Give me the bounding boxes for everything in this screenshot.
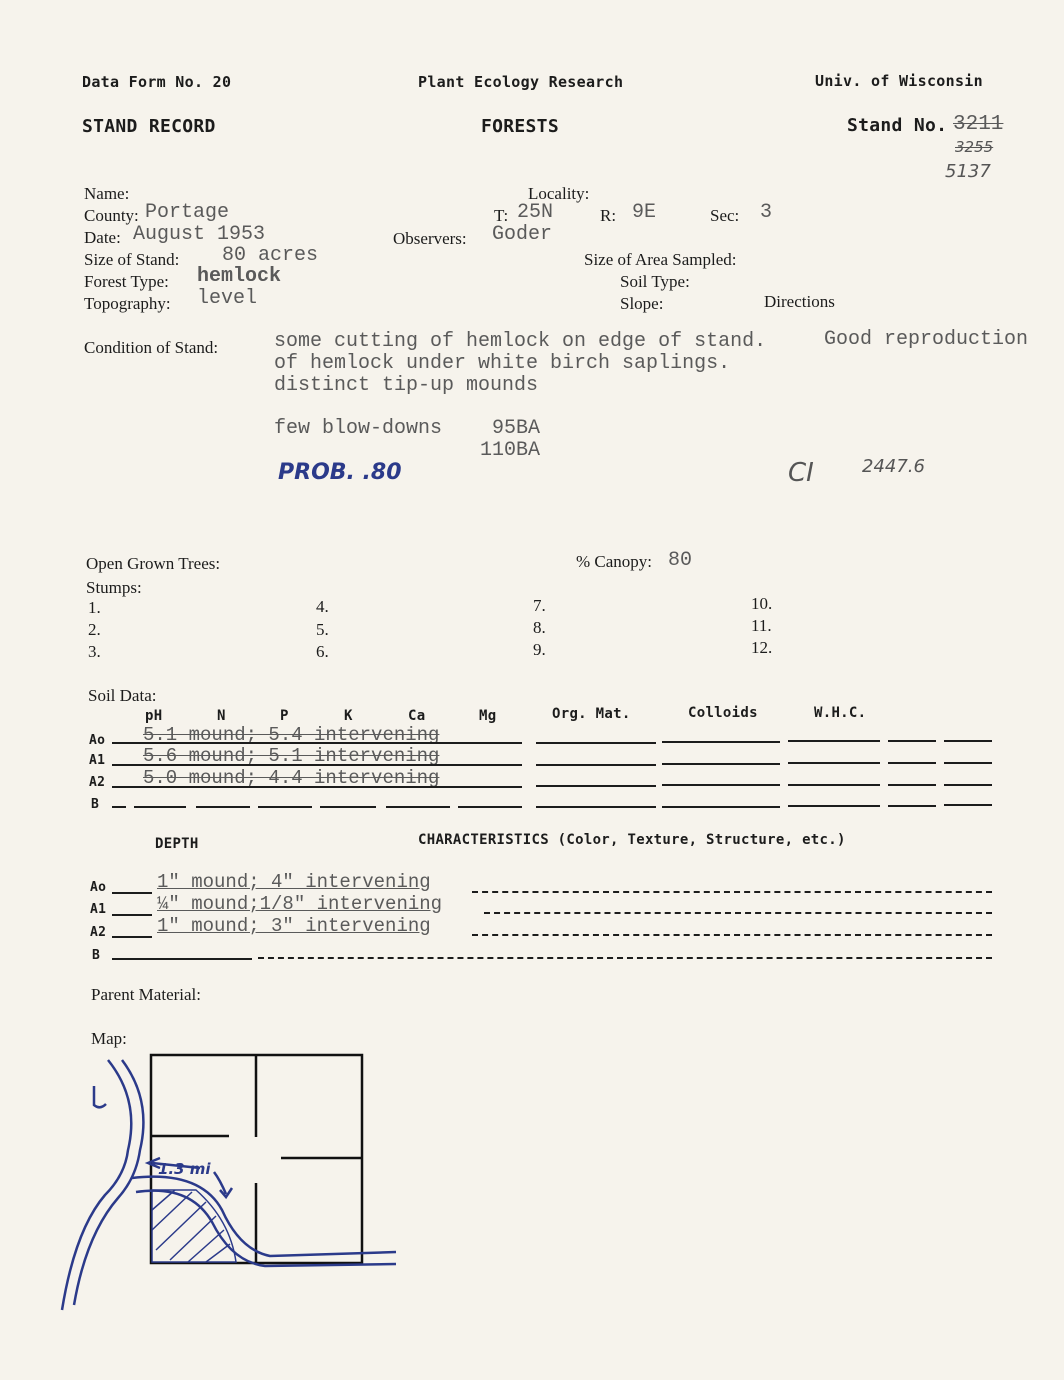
t-value: 25N [517, 201, 554, 224]
basal-area-2: 110BA [480, 439, 541, 462]
observers-value: Goder [492, 223, 553, 246]
soil-header-whc: W.H.C. [814, 705, 867, 721]
depth-row-a2-value: 1" mound; 3" intervening [157, 915, 431, 937]
soil-header-org-mat: Org. Mat. [552, 706, 631, 722]
forest-type-label: Forest Type: [84, 272, 169, 291]
canopy-label: % Canopy: [576, 552, 653, 571]
stump-2: 2. [88, 620, 101, 639]
soil-header-n: N [217, 708, 226, 724]
depth-row-a1-value: ¼" mound;1/8" intervening [157, 893, 443, 915]
county-value: Portage [145, 201, 230, 224]
probability-note: PROB. .80 [278, 460, 402, 485]
map-label: Map: [91, 1029, 127, 1048]
soil-horizon-a2: A2 [89, 775, 106, 790]
stand-no-alt1: 3255 [955, 138, 994, 156]
stump-1: 1. [88, 598, 101, 617]
soil-header-mg: Mg [479, 708, 497, 724]
area-sampled-label: Size of Area Sampled: [584, 250, 737, 269]
organization: Plant Ecology Research [418, 73, 624, 91]
condition-line4: few blow-downs [274, 417, 443, 440]
open-grown-label: Open Grown Trees: [86, 554, 221, 573]
road-lines [62, 1060, 396, 1310]
soil-horizon-b: B [91, 797, 100, 812]
depth-horizon-b: B [92, 948, 101, 963]
record-title: STAND RECORD [82, 116, 216, 137]
date-label: Date: [84, 228, 121, 247]
stump-3: 3. [88, 642, 101, 661]
map-distance-label: 1.3 mi [158, 1160, 211, 1178]
directions-label: Directions [764, 292, 835, 311]
sec-label: Sec: [710, 206, 740, 225]
basal-area-1: 95BA [492, 417, 541, 440]
ci-label: CI [788, 458, 814, 488]
condition-line2: of hemlock under white birch saplings. [274, 352, 731, 375]
r-label: R: [600, 206, 617, 225]
canopy-value: 80 [668, 549, 693, 572]
size-value: 80 acres [222, 244, 319, 267]
stump-6: 6. [316, 642, 329, 661]
stump-10: 10. [751, 594, 773, 613]
forest-type-value: hemlock [197, 265, 282, 288]
university: Univ. of Wisconsin [815, 72, 983, 90]
condition-label: Condition of Stand: [84, 338, 219, 357]
depth-horizon-a1: A1 [90, 902, 107, 917]
name-label: Name: [84, 184, 130, 203]
stump-5: 5. [316, 620, 329, 639]
soil-data-label: Soil Data: [88, 686, 157, 705]
category-title: FORESTS [481, 116, 559, 137]
soil-row-a1-value: 5.6 mound; 5.1 intervening [143, 745, 440, 767]
stand-no-label: Stand No. [847, 115, 948, 136]
condition-line3: distinct tip-up mounds [274, 374, 539, 397]
soil-row-a2-value: 5.0 mound; 4.4 intervening [143, 767, 440, 789]
parent-material-label: Parent Material: [91, 985, 201, 1004]
soil-row-ao-value: 5.1 mound; 5.4 intervening [143, 724, 440, 746]
topography-value: level [197, 287, 258, 310]
soil-horizon-ao: Ao [89, 733, 106, 748]
soil-header-k: K [344, 708, 353, 724]
depth-horizon-ao: Ao [90, 880, 107, 895]
r-value: 9E [632, 201, 657, 224]
stumps-label: Stumps: [86, 578, 142, 597]
form-number: Data Form No. 20 [82, 73, 232, 91]
stand-no-alt2: 5137 [945, 161, 991, 182]
stump-11: 11. [751, 616, 772, 635]
stump-9: 9. [533, 640, 546, 659]
section-grid [151, 1055, 362, 1263]
date-value: August 1953 [133, 223, 266, 246]
t-label: T: [494, 206, 509, 225]
depth-horizon-a2: A2 [90, 925, 107, 940]
locality-label: Locality: [528, 184, 590, 203]
county-label: County: [84, 206, 139, 225]
condition-line1: some cutting of hemlock on edge of stand. [274, 330, 767, 353]
depth-row-ao-value: 1" mound; 4" intervening [157, 871, 431, 893]
soil-header-p: P [280, 708, 289, 724]
stump-8: 8. [533, 618, 546, 637]
depth-label: DEPTH [155, 836, 199, 852]
stump-12: 12. [751, 638, 773, 657]
soil-header-ca: Ca [408, 708, 426, 724]
sec-value: 3 [760, 201, 773, 224]
ci-value: 2447.6 [862, 456, 925, 477]
characteristics-label: CHARACTERISTICS (Color, Texture, Structure, etc.) [418, 832, 846, 848]
size-label: Size of Stand: [84, 250, 180, 269]
soil-header-ph: pH [145, 708, 163, 724]
topography-label: Topography: [84, 294, 171, 313]
soil-header-colloids: Colloids [688, 705, 758, 721]
stump-7: 7. [533, 596, 546, 615]
slope-label: Slope: [620, 294, 664, 313]
observers-label: Observers: [393, 229, 467, 248]
soil-type-label: Soil Type: [620, 272, 690, 291]
condition-line1b: Good reproduction [824, 328, 1029, 351]
soil-horizon-a1: A1 [89, 753, 106, 768]
stand-no-value: 3211 [953, 113, 1004, 136]
stump-4: 4. [316, 597, 329, 616]
